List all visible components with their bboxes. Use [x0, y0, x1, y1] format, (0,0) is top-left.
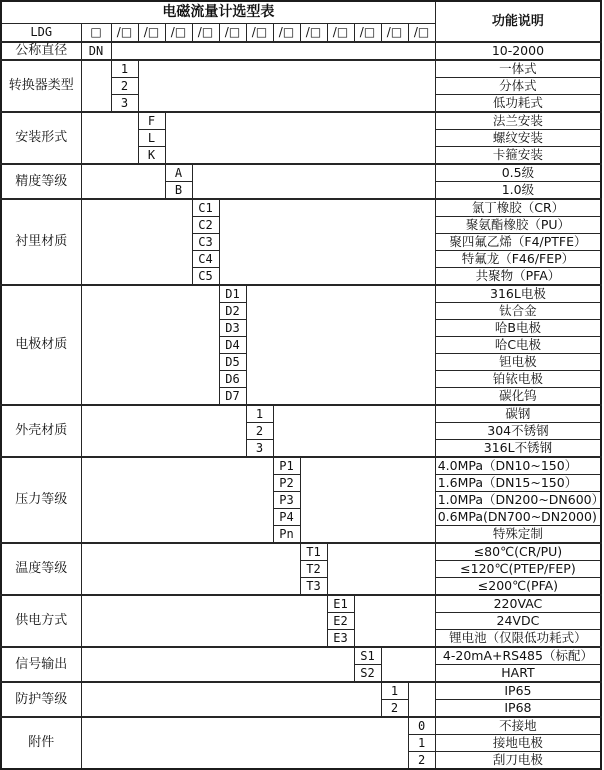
code-slot: □ [81, 24, 111, 43]
option-code: C2 [192, 217, 219, 234]
category-label: 精度等级 [1, 164, 81, 199]
option-code: D1 [219, 285, 246, 303]
model-prefix: LDG [1, 24, 81, 43]
empty-cell [81, 164, 165, 199]
code-slot: /□ [165, 24, 192, 43]
option-code: P1 [273, 457, 300, 475]
option-code: K [138, 147, 165, 165]
option-description: 4.0MPa（DN10~150） [435, 457, 601, 475]
option-code: 0 [408, 717, 435, 735]
option-description: 24VDC [435, 613, 601, 630]
code-slot: /□ [354, 24, 381, 43]
option-code: S2 [354, 665, 381, 683]
option-code: F [138, 112, 165, 130]
empty-cell [300, 457, 435, 543]
empty-cell [81, 543, 300, 595]
empty-cell [381, 647, 435, 682]
option-code: DN [81, 42, 111, 60]
option-code: T2 [300, 561, 327, 578]
empty-cell [273, 405, 435, 457]
empty-cell [111, 42, 435, 60]
option-description: 哈C电极 [435, 337, 601, 354]
table-title: 电磁流量计选型表 [1, 1, 435, 24]
empty-cell [81, 682, 381, 717]
category-label: 衬里材质 [1, 199, 81, 285]
empty-cell [81, 595, 327, 647]
option-description: 聚氨酯橡胶（PU） [435, 217, 601, 234]
empty-cell [192, 164, 435, 199]
empty-cell [81, 405, 246, 457]
option-code: 1 [111, 60, 138, 78]
option-code: C5 [192, 268, 219, 286]
option-code: 2 [246, 423, 273, 440]
option-code: P2 [273, 475, 300, 492]
option-code: Pn [273, 526, 300, 544]
option-description: 碳化钨 [435, 388, 601, 406]
option-description: 钽电极 [435, 354, 601, 371]
option-description: 4-20mA+RS485（标配） [435, 647, 601, 665]
option-description: 哈B电极 [435, 320, 601, 337]
option-description: 1.0级 [435, 182, 601, 200]
option-code: D4 [219, 337, 246, 354]
option-code: 1 [408, 735, 435, 752]
option-description: 卡箍安装 [435, 147, 601, 165]
category-label: 供电方式 [1, 595, 81, 647]
option-code: 2 [381, 700, 408, 718]
category-label: 电极材质 [1, 285, 81, 405]
option-description: 不接地 [435, 717, 601, 735]
option-description: 220VAC [435, 595, 601, 613]
option-description: 碳钢 [435, 405, 601, 423]
code-slot: /□ [327, 24, 354, 43]
option-description: 接地电极 [435, 735, 601, 752]
option-description: 低功耗式 [435, 95, 601, 113]
option-description: ≤120℃(PTEP/FEP) [435, 561, 601, 578]
option-code: E2 [327, 613, 354, 630]
option-description: 304不锈钢 [435, 423, 601, 440]
empty-cell [165, 112, 435, 164]
option-code: L [138, 130, 165, 147]
option-description: 铂铱电极 [435, 371, 601, 388]
option-code: E1 [327, 595, 354, 613]
category-label: 防护等级 [1, 682, 81, 717]
category-label: 附件 [1, 717, 81, 769]
option-description: 1.0MPa（DN200~DN600） [435, 492, 601, 509]
option-code: T3 [300, 578, 327, 596]
option-code: D6 [219, 371, 246, 388]
category-label: 压力等级 [1, 457, 81, 543]
empty-cell [354, 595, 435, 647]
empty-cell [81, 647, 354, 682]
option-description: 10-2000 [435, 42, 601, 60]
option-code: D2 [219, 303, 246, 320]
option-description: 特殊定制 [435, 526, 601, 544]
option-description: 特氟龙（F46/FEP） [435, 251, 601, 268]
code-slot: /□ [111, 24, 138, 43]
empty-cell [81, 199, 192, 285]
option-code: C4 [192, 251, 219, 268]
option-code: T1 [300, 543, 327, 561]
option-code: P4 [273, 509, 300, 526]
option-description: 刮刀电极 [435, 752, 601, 770]
option-description: 分体式 [435, 78, 601, 95]
option-description: 螺纹安装 [435, 130, 601, 147]
category-label: 转换器类型 [1, 60, 81, 112]
option-code: 1 [246, 405, 273, 423]
option-description: 氯丁橡胶（CR） [435, 199, 601, 217]
option-description: ≤80℃(CR/PU) [435, 543, 601, 561]
empty-cell [246, 285, 435, 405]
option-description: HART [435, 665, 601, 683]
option-description: 316L电极 [435, 285, 601, 303]
option-code: E3 [327, 630, 354, 648]
option-code: D7 [219, 388, 246, 406]
empty-cell [81, 60, 111, 112]
option-code: 3 [111, 95, 138, 113]
empty-cell [81, 112, 138, 164]
category-label: 安装形式 [1, 112, 81, 164]
code-slot: /□ [408, 24, 435, 43]
option-code: D3 [219, 320, 246, 337]
category-label: 外壳材质 [1, 405, 81, 457]
option-code: 3 [246, 440, 273, 458]
option-description: 共聚物（PFA） [435, 268, 601, 286]
option-description: 聚四氟乙烯（F4/PTFE） [435, 234, 601, 251]
empty-cell [219, 199, 435, 285]
option-description: 法兰安装 [435, 112, 601, 130]
option-code: C3 [192, 234, 219, 251]
option-code: 2 [408, 752, 435, 770]
option-code: 2 [111, 78, 138, 95]
option-code: B [165, 182, 192, 200]
code-slot: /□ [138, 24, 165, 43]
code-slot: /□ [219, 24, 246, 43]
code-slot: /□ [273, 24, 300, 43]
option-description: IP68 [435, 700, 601, 718]
option-code: P3 [273, 492, 300, 509]
code-slot: /□ [192, 24, 219, 43]
empty-cell [81, 457, 273, 543]
empty-cell [138, 60, 435, 112]
category-label: 公称直径 [1, 42, 81, 60]
category-label: 信号输出 [1, 647, 81, 682]
option-description: 0.6MPa(DN700~DN2000) [435, 509, 601, 526]
code-slot: /□ [381, 24, 408, 43]
empty-cell [81, 285, 219, 405]
option-description: 0.5级 [435, 164, 601, 182]
category-label: 温度等级 [1, 543, 81, 595]
option-code: D5 [219, 354, 246, 371]
option-description: ≤200℃(PFA) [435, 578, 601, 596]
option-description: 钛合金 [435, 303, 601, 320]
option-description: 一体式 [435, 60, 601, 78]
option-description: 锂电池（仅限低功耗式） [435, 630, 601, 648]
code-slot: /□ [246, 24, 273, 43]
empty-cell [408, 682, 435, 717]
function-column-header: 功能说明 [435, 1, 601, 42]
option-code: A [165, 164, 192, 182]
empty-cell [81, 717, 408, 769]
option-description: 1.6MPa（DN15~150） [435, 475, 601, 492]
option-code: 1 [381, 682, 408, 700]
empty-cell [327, 543, 435, 595]
option-code: S1 [354, 647, 381, 665]
option-description: IP65 [435, 682, 601, 700]
code-slot: /□ [300, 24, 327, 43]
option-code: C1 [192, 199, 219, 217]
option-description: 316L不锈钢 [435, 440, 601, 458]
